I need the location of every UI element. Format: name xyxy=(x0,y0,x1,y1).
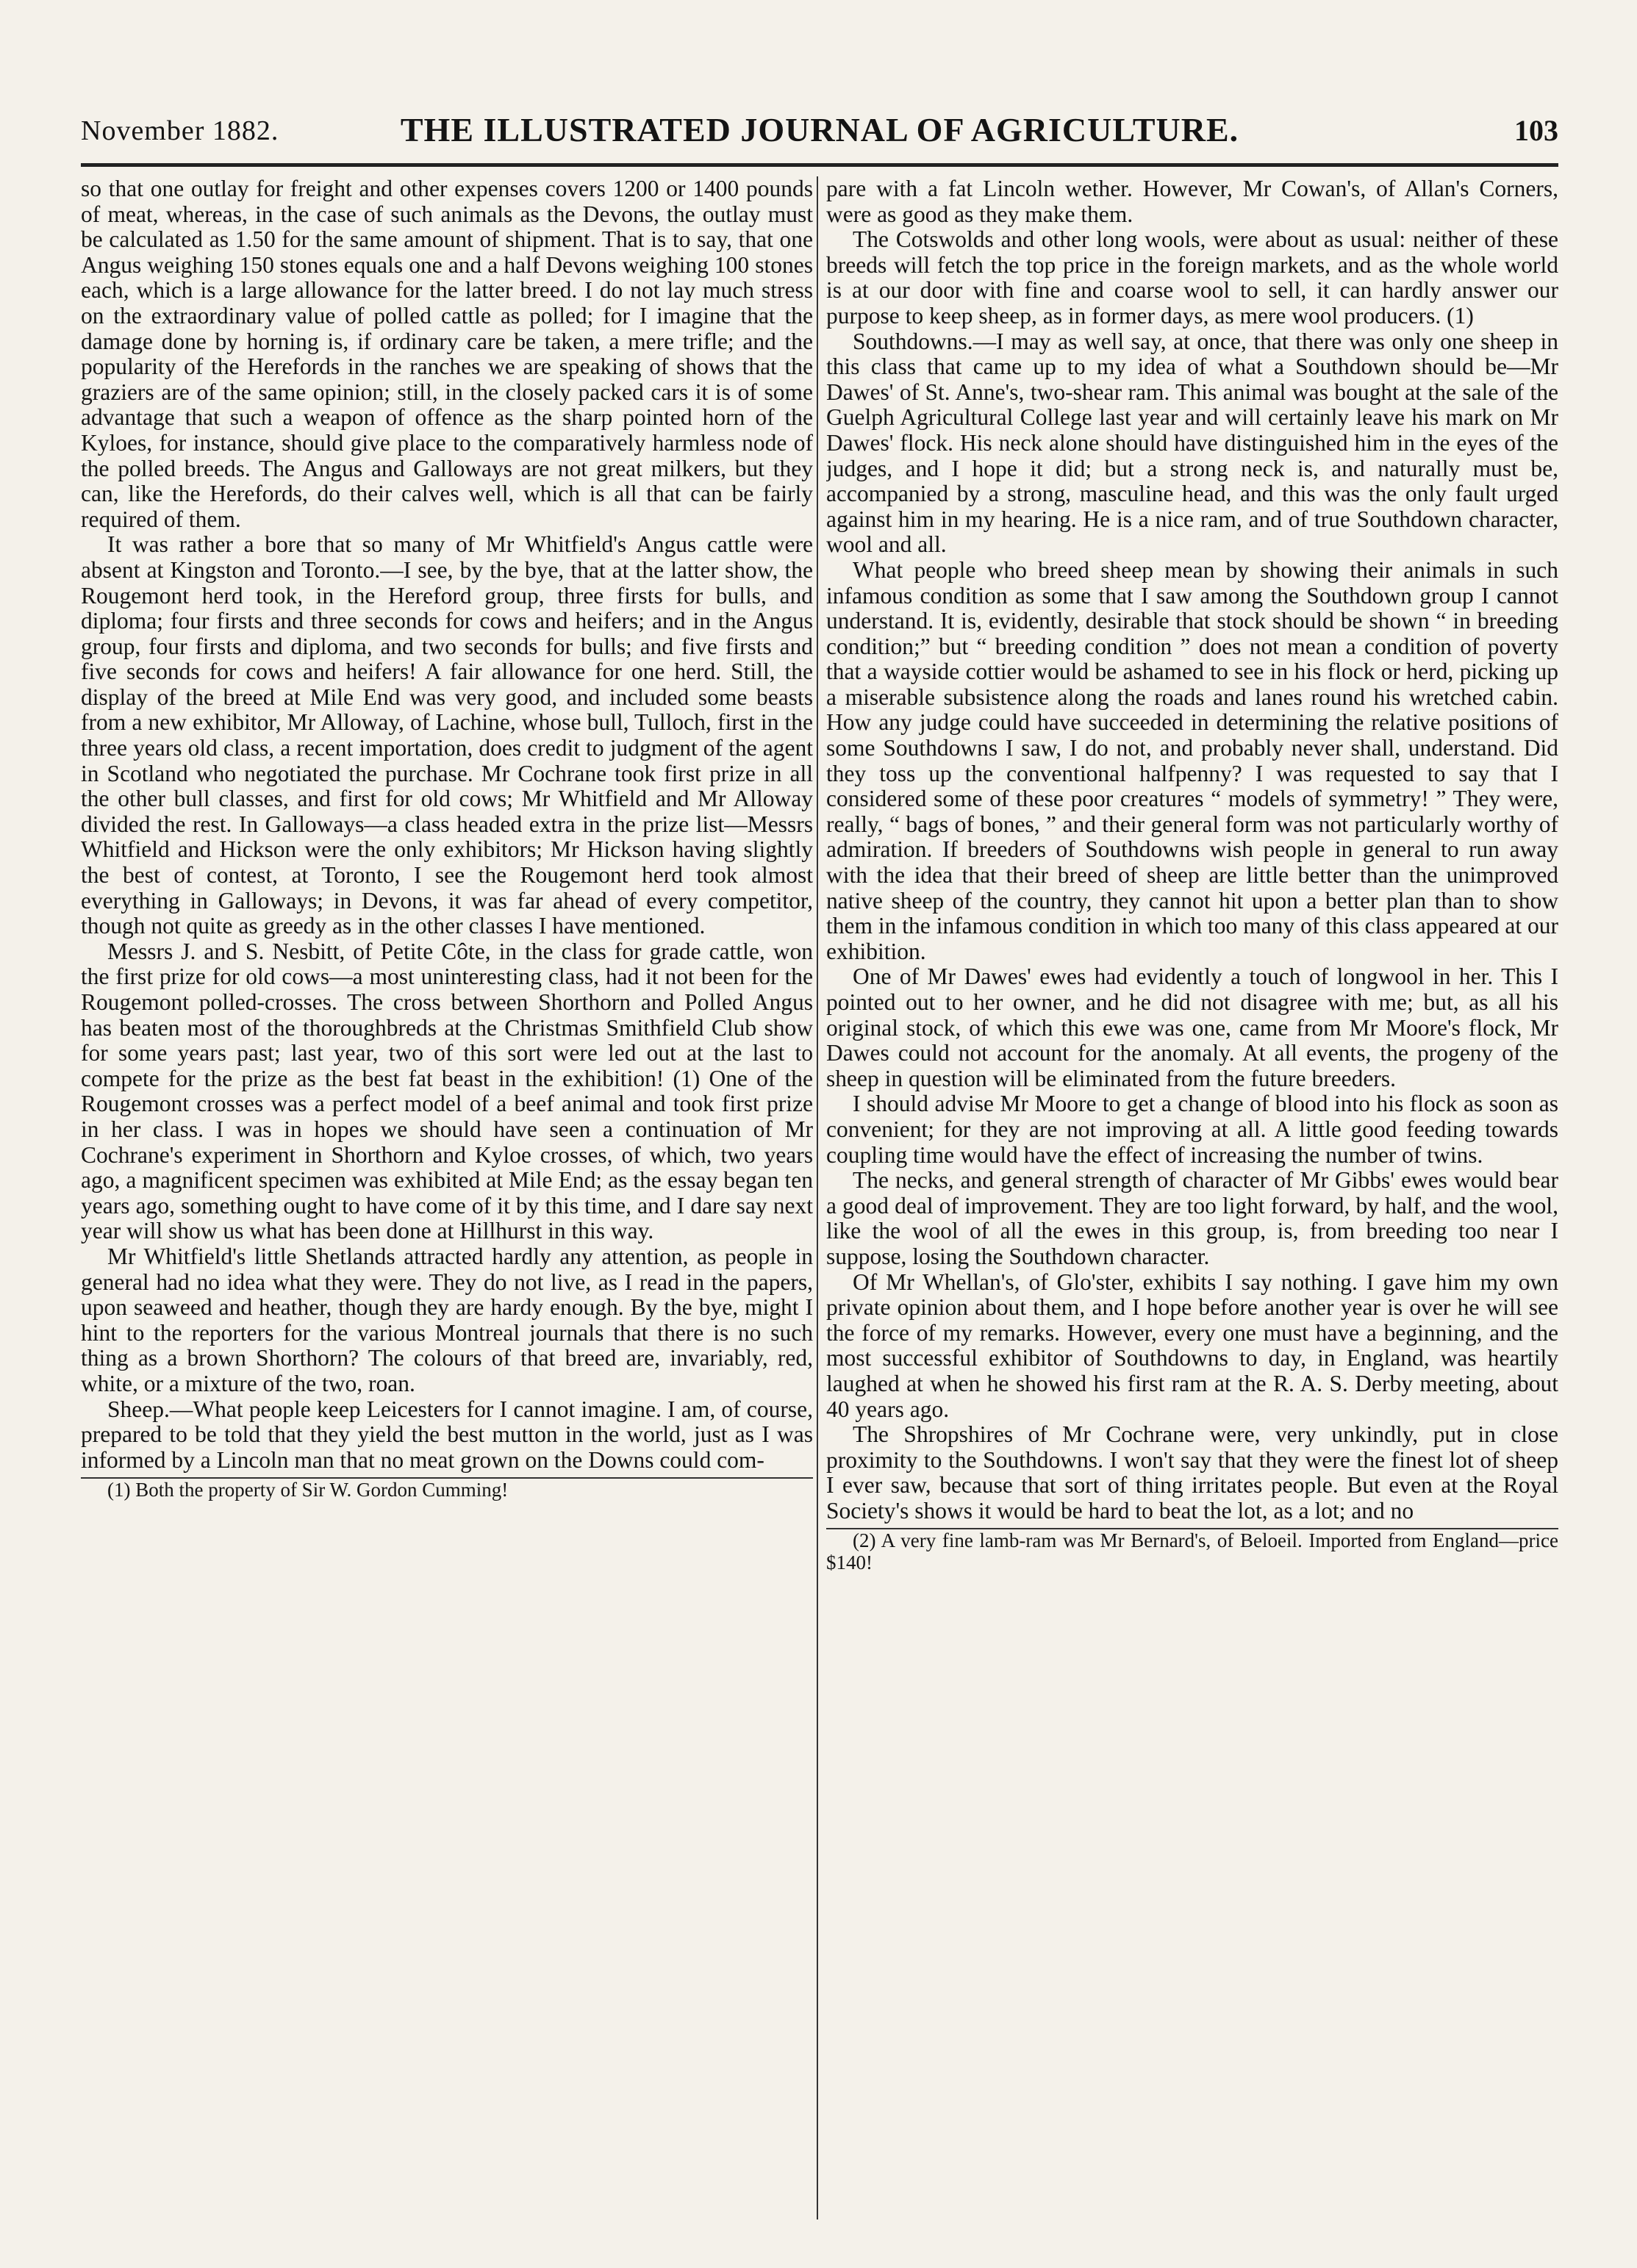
header-rule xyxy=(81,163,1558,167)
paragraph: The Shropshires of Mr Cochrane were, very unkindly, put in close proximity to the Southdowns. I won't say that they were the finest lot of sheep I ever saw, because that sort of thing irritates people. But even at the Royal Society's shows it would be hard to beat the lot, as a lot; and no xyxy=(826,1421,1558,1524)
footnote: (1) Both the property of Sir W. Gordon Cumming! xyxy=(107,1479,509,1501)
paragraph: pare with a fat Lincoln wether. However, Mr Cowan's, of Allan's Corners, were as good as they make them. xyxy=(826,176,1558,227)
right-column xyxy=(826,176,1558,2249)
paragraph: Mr Whitfield's little Shetlands attracted hardly any attention, as people in general had no idea what they were. They do not live, as I read in the papers, upon seaweed and heather, though they are hardy enough. By the bye, might I hint to the reporters for the various Montreal journals that there is no such thing as a brown Shorthorn? The colours of that breed are, invariably, red, white, or a mixture of the two, roan. xyxy=(81,1243,813,1396)
journal-title: THE ILLUSTRATED JOURNAL OF AGRICULTURE. xyxy=(400,111,1239,148)
paragraph: The Cotswolds and other long wools, were about as usual: neither of these breeds will fetch the top price in the foreign markets, and as the whole world is at our door with fine and coarse wool to sell, it can hardly answer our purpose to keep sheep, as in former days, as mere wool producers. (1) xyxy=(826,226,1558,329)
paragraph: Sheep.—What people keep Leicesters for I cannot imagine. I am, of course, prepared to be told that they yield the best mutton in the world, just as I was informed by a Lincoln man that no meat grown on the Downs could com- xyxy=(81,1396,813,1473)
paragraph: One of Mr Dawes' ewes had evidently a touch of longwool in her. This I pointed out to her owner, and he did not disagree with me; but, as all his original stock, of which this ewe was one, came from Mr Moore's flock, Mr Dawes could not account for the anomaly. At all events, the progeny of the sheep in question will be eliminated from the future breeders. xyxy=(826,963,1558,1091)
paragraph: Of Mr Whellan's, of Glo'ster, exhibits I say nothing. I gave him my own private opinion about them, and I hope before another year is over he will see the force of my remarks. However, every one must have a beginning, and the most successful exhibitor of Southdowns to day, in England, was heartily laughed at when he showed his first ram at the R. A. S. Derby meeting, about 40 years ago. xyxy=(826,1268,1558,1422)
paragraph: Southdowns.—I may as well say, at once, that there was only one sheep in this class that came up to my idea of what a Southdown should be—Mr Dawes' of St. Anne's, two-shear ram. This animal was bought at the sale of the Guelph Agricultural College last year and will certainly leave his mark on Mr Dawes' flock. His neck alone should have distinguished him in the eyes of the judges, and I hope it did; but a strong neck is, and naturally must be, accompanied by a strong, masculine head, and this was the only fault urged against him in my hearing. He is a nice ram, and of true Southdown character, wool and all. xyxy=(826,328,1558,558)
left-column xyxy=(81,176,813,2249)
paragraph: so that one outlay for freight and other expenses covers 1200 or 1400 pounds of meat, whereas, in the case of such animals as the Devons, the outlay must be calculated as 1.50 for the same amount of shipment. That is to say, that one Angus weighing 150 stones equals one and a half Devons weighing 100 stones each, which is a large allowance for the latter breed. I do not lay much stress on the extraordinary value of polled cattle as polled; for I imagine that the damage done by horning is, if ordinary care be taken, a mere trifle; and the popularity of the Herefords in the ranches we are speaking of shows that the graziers are of the same opinion; still, in the closely packed cars it is of some advantage that such a weapon of offence as the sharp pointed horn of the Kyloes, for instance, should give place to the comparatively harmless node of the polled breeds. The Angus and Galloways are not great milkers, but they can, like the Herefords, do their calves well, which is all that can be fairly required of them. xyxy=(81,176,813,532)
paragraph: I should advise Mr Moore to get a change of blood into his flock as soon as convenient; for they are not improving at all. A little good feeding towards coupling time would have the effect of increasing the number of twins. xyxy=(826,1091,1558,1168)
page-number: 103 xyxy=(1514,114,1558,147)
paragraph: It was rather a bore that so many of Mr Whitfield's Angus cattle were absent at Kingston and Toronto.—I see, by the bye, that at the latter show, the Rougemont herd took, in the Hereford group, three firsts for bulls, and diploma; four firsts and three seconds for cows and heifers; and in the Angus group, four firsts and diploma, and two seconds for bulls; and five firsts and five seconds for cows and heifers! A fair allowance for one herd. Still, the display of the breed at Mile End was very good, and included some beasts from a new exhibitor, Mr Alloway, of Lachine, whose bull, Tulloch, first in the three years old class, a recent importation, does credit to judgment of the agent in Scotland who negotiated the purchase. Mr Cochrane took first prize in all the other bull classes, and first for old cows; Mr Whitfield and Mr Alloway divided the rest. In Galloways—a class headed extra in the prize list—Messrs Whitfield and Hickson were the only exhibitors; Mr Hickson having slightly the best of contest, at Toronto, I see the Rougemont herd took almost everything in Galloways; in Devons, it was far ahead of every competitor, though not quite as greedy as in the other classes I have mentioned. xyxy=(81,531,813,939)
paragraph: What people who breed sheep mean by showing their animals in such infamous condition as some that I saw among the Southdown group I cannot understand. It is, evidently, desirable that stock should be shown “ in breeding condition;” but “ breeding condition ” does not mean a condition of poverty that a wayside cottier would be ashamed to see in his flock or herd, picking up a miserable subsistence along the roads and lanes round his wretched cabin. How any judge could have succeeded in determining the relative positions of some Southdowns I saw, I do not, and probably never shall, understand. Did they toss up the conventional halfpenny? I was requested to say that I considered some of these poor creatures “ models of symmetry! ” They were, really, “ bags of bones, ” and their general form was not particularly worthy of admiration. If breeders of Southdowns wish people in general to run away with the idea that their breed of sheep are little better than the unimproved native sheep of the country, they cannot hit upon a better plan than to show them in the infamous condition in which too many of this class appeared at our exhibition. xyxy=(826,556,1558,964)
page-header xyxy=(81,110,1558,154)
paragraph: Messrs J. and S. Nesbitt, of Petite Côte, in the class for grade cattle, won the first prize for old cows—a most uninteresting class, had it not been for the Rougemont polled-crosses. The cross between Shorthorn and Polled Angus has beaten most of the thoroughbreds at the Christmas Smithfield Club show for some years past; last year, two of this sort were led out at the last to compete for the prize as the best fat beast in the exhibition! (1) One of the Rougemont crosses was a perfect model of a beef animal and took first prize in her class. I was in hopes we should have seen a continuation of Mr Cochrane's experiment in Shorthorn and Kyloe crosses, of which, two years ago, a magnificent specimen was exhibited at Mile End; as the essay began ten years ago, something ought to have come of it by this time, and I dare say next year will show us what has been done at Hillhurst in this way. xyxy=(81,938,813,1244)
column-divider xyxy=(817,176,818,2219)
paragraph: The necks, and general strength of character of Mr Gibbs' ewes would bear a good deal of improvement. They are too light forward, by half, and the wool, like the wool of all the ewes in this group, is, from breeding too near I suppose, losing the Southdown character. xyxy=(826,1167,1558,1269)
issue-date: November 1882. xyxy=(81,115,279,146)
footnote: (2) A very fine lamb-ram was Mr Bernard's, of Beloeil. Imported from England—price $140! xyxy=(826,1529,1558,1574)
